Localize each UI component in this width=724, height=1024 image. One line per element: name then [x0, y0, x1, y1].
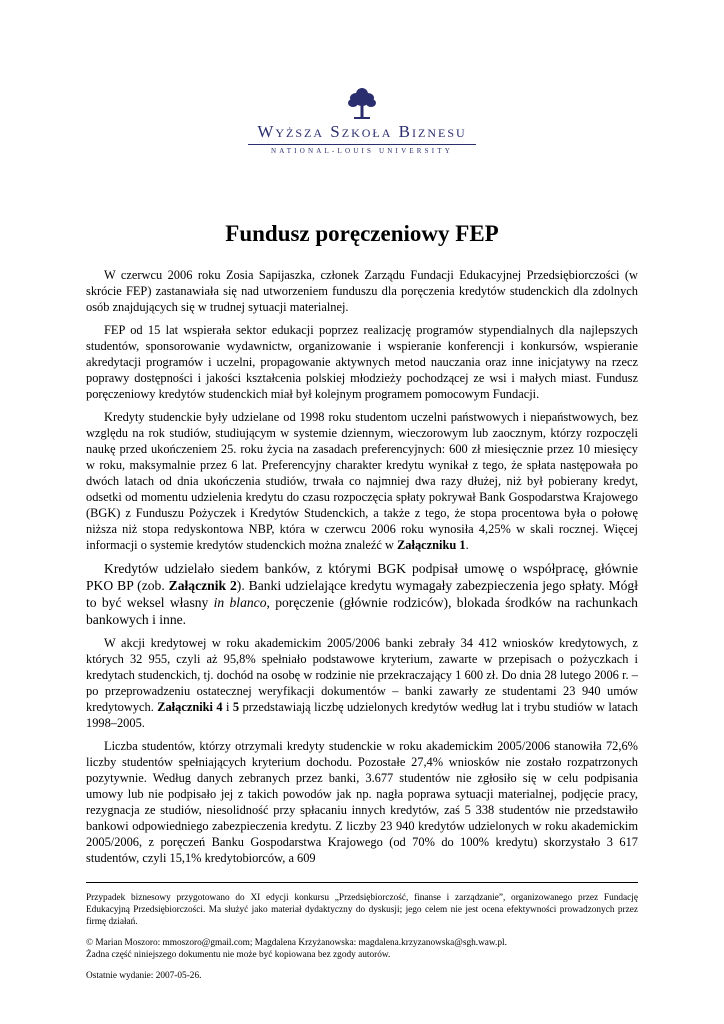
appendix-ref: Załączniki 4 [157, 700, 223, 714]
paragraph-3: Kredyty studenckie były udzielane od 1998 roku studentom uczelni państwowych i niepaństwowych, bez względu na rok studiów, studiującym w systemie dziennym, wieczorowym lub zaocznym, którzy rozpoczęli naukę przed ukończeniem 25. roku życia na zasadach preferencyjnych: 600 zł miesięcznie przez 10 miesięcy w roku, maksymalnie przez 6 lat. Preferencyjny charakter kredytu wynikał z tego, że spłata następowała po dwóch latach od dnia ukończenia studiów, trwała co najmniej dwa razy dłużej, niż był pobierany kredyt, odsetki od momentu udzielenia kredytu do czasu rozpoczęcia spłaty pokrywał Bank Gospodarstwa Krajowego (BGK) z Funduszu Pożyczek i Kredytów Studenckich, a także z tego, że stopa procentowa była o połowę niższa niż stopa redyskontowa NBP, która w czerwcu 2006 roku wynosiła 4,25% w skali rocznej. Więcej informacji o systemie kredytów studenckich można znaleźć w Załączniku 1. [86, 410, 638, 552]
paragraph-2: FEP od 15 lat wspierała sektor edukacji poprzez realizację programów stypendialnych dla najlepszych studentów, sponsorowanie wydawnictw, organizowanie i wspieranie konferencji i konkursów, wspieranie akredytacji programów i uczelni, propagowanie aktywnych metod nauczania oraz inne inicjatywy na rzecz poprawy dostępności i jakości kształcenia polskiej młodzieży pochodzącej ze wsi i małych miast. Fundusz poręczeniowy kredytów studenckich miał był kolejnym programem pomocowym Fundacji. [86, 323, 638, 401]
appendix-ref: Załącznik 2 [168, 578, 237, 593]
document-body [86, 267, 638, 873]
tree-logo-icon [348, 86, 376, 120]
appendix-ref: Załączniku 1 [397, 538, 466, 552]
paragraph-5: W akcji kredytowej w roku akademickim 2005/2006 banki zebrały 34 412 wniosków kredytowych, z których 32 955, czyli aż 95,8% spełniało podstawowe kryterium, zawarte w przepisach o pożyczkach i kredytach studenckich, tj. dochód na osobę w rodzinie nie przekraczający 1 600 zł. Do dnia 28 lutego 2006 r. – po przeprowadzeniu ostatecznej weryfikacji dokumentów – banki zawarły ze studentami 23 940 umów kredytowych. Załączniki 4 i 5 przedstawiają liczbę udzielonych kredytów według lat i trybu studiów w latach 1998–2005. [86, 636, 639, 730]
footer-copyright: © Marian Moszoro: mmoszoro@gmail.com; Magdalena Krzyżanowska: magdalena.krzyzanowska@sgh.waw.pl. [86, 938, 507, 948]
footer-rights: Żadna część niniejszego dokumentu nie może być kopiowana bez zgody autorów. [86, 950, 391, 960]
appendix-ref: 5 [232, 700, 240, 714]
paragraph-4: Kredytów udzielało siedem banków, z którymi BGK podpisał umowę o współpracę, głównie PKO BP (zob. Załącznik 2). Banki udzielające kredytu wymagały zabezpieczenia jego spłaty. Mógł to być weksel własny in blanco, poręczenie (głównie rodziców), blokada środków na rachunkach bankowych i inne. [86, 561, 638, 627]
footer-edition: Ostatnie wydanie: 2007-05-26. [86, 971, 202, 981]
logo-divider [248, 144, 476, 145]
university-name: Wyższa Szkoła Biznesu [257, 122, 467, 141]
footer-note: Przypadek biznesowy przygotowano do XI edycji konkursu „Przedsiębiorczość, finanse i zarządzanie”, organizowanego przez Fundację Edukacyjną Przedsiębiorczości. Ma służyć jako materiał dydaktyczny do dyskusji; jego celem nie jest ocena efektywności prowadzonych przez firmę działań. [86, 893, 638, 927]
paragraph-1: W czerwcu 2006 roku Zosia Sapijaszka, członek Zarządu Fundacji Edukacyjnej Przedsiębiorczości (w skrócie FEP) zastanawiała się nad utworzeniem funduszu dla poręczenia kredytów studenckich dla zdolnych osób znajdujących się w trudnej sytuacji materialnej. [86, 268, 638, 314]
document-footer [86, 882, 638, 982]
paragraph-6: Liczba studentów, którzy otrzymali kredyty studenckie w roku akademickim 2005/2006 stanowiła 72,6% liczby studentów spełniających kryterium dochodu. Pozostałe 27,4% wniosków nie zostało rozpatrzonych pozytywnie. Według danych zebranych przez banki, 3.677 studentów nie zgłosiło się w celu podpisania umowy lub nie podpisało jej z takich powodów jak np. nagła poprawa sytuacji materialnej, podjęcie pracy, rezygnacja ze studiów, niesolidność przy spłacaniu innych kredytów, zaś 5 338 studentów nie przedstawiło bankowi odpowiedniego zabezpieczenia kredytu. Z liczby 23 940 kredytów udzielonych w roku akademickim 2005/2006, z poręczeń Banku Gospodarstwa Krajowego (od 70% do 100% kredytu) skorzystało 3 617 studentów, czyli 15,1% kredytobiorców, a 609 [86, 739, 638, 865]
document-title: Fundusz poręczeniowy FEP [225, 221, 499, 246]
university-subtitle: NATIONAL-LOUIS UNIVERSITY [270, 147, 454, 155]
university-logo [240, 86, 484, 155]
footer-separator [86, 882, 638, 883]
italic-term: in blanco [213, 595, 267, 610]
